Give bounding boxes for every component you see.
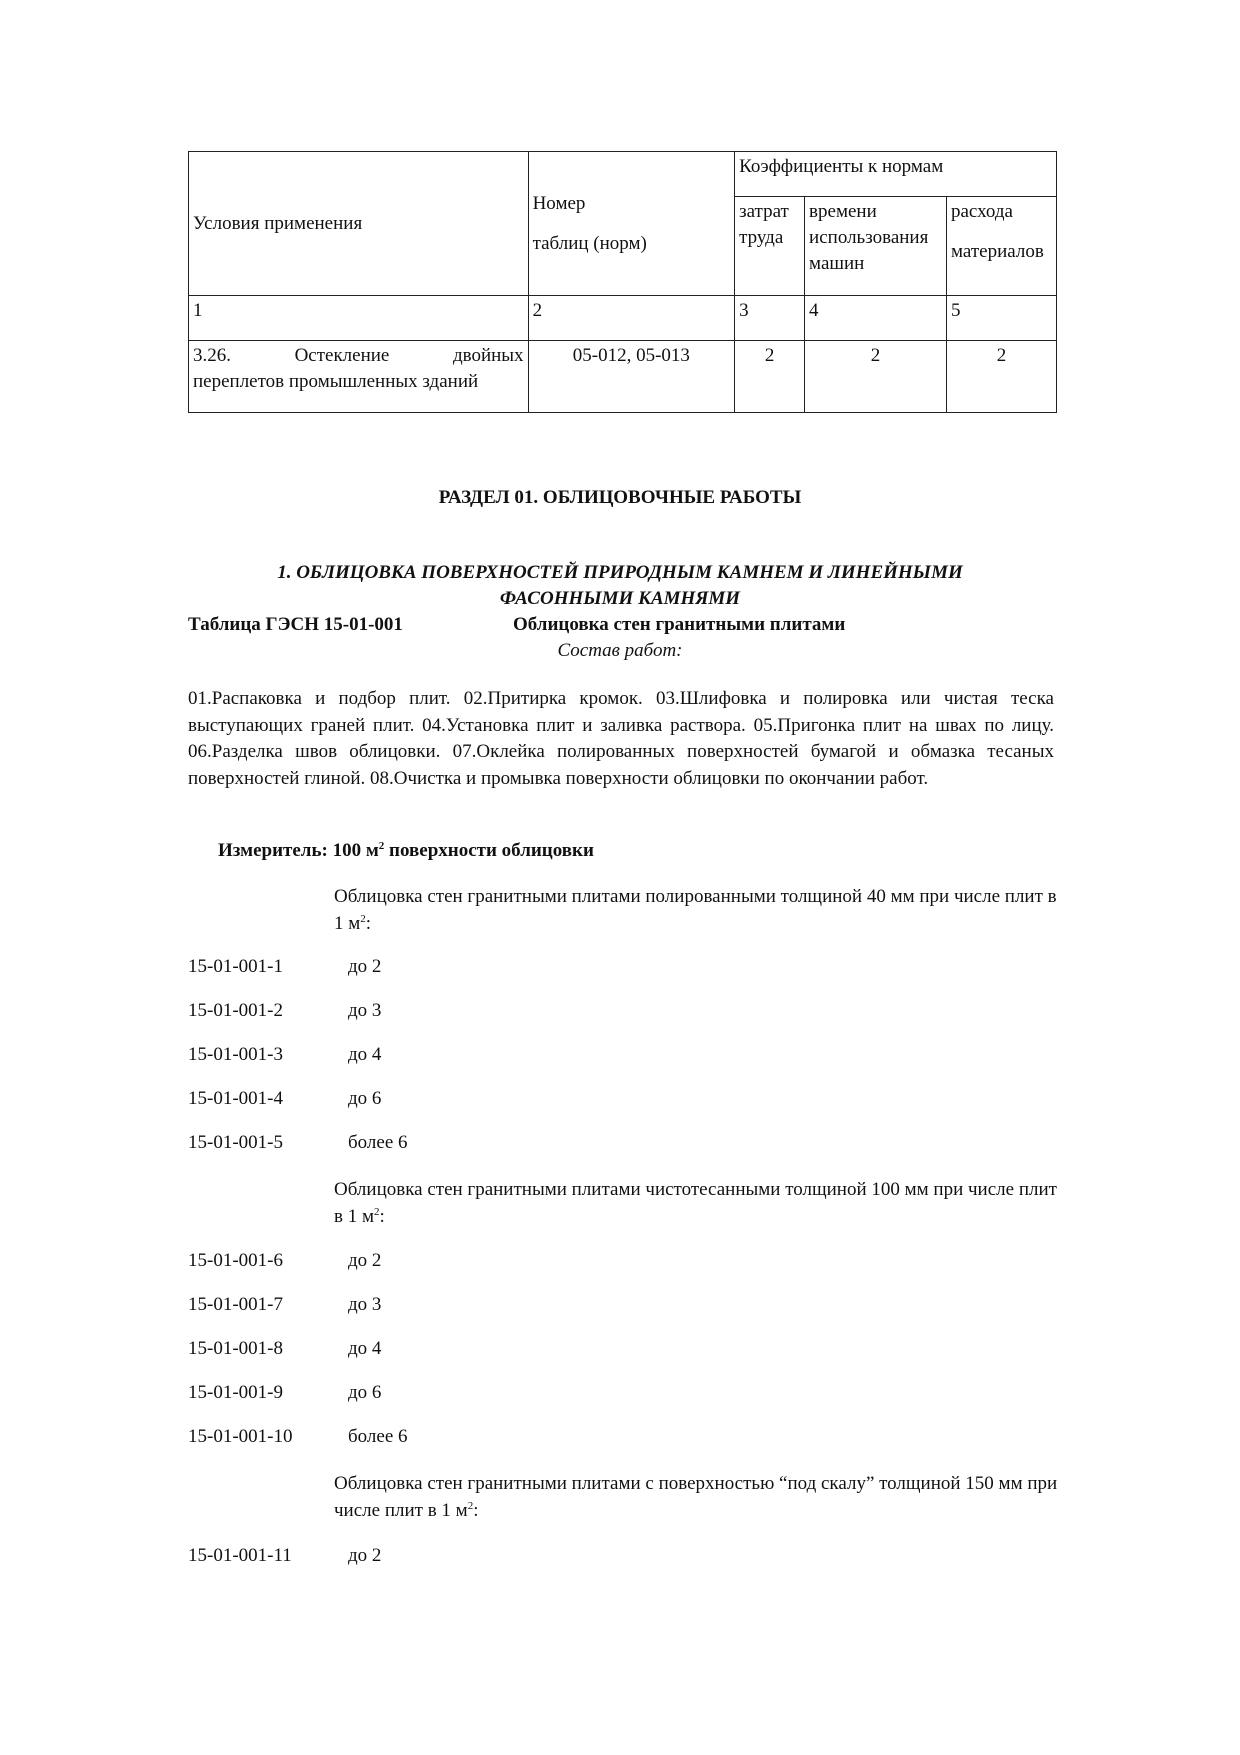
norm-row (188, 1250, 381, 1272)
norm-row (188, 1044, 381, 1066)
norm-group-heading: Облицовка стен гранитными плитами полированными толщиной 40 мм при числе плит в 1 $м^2$: (334, 886, 1057, 934)
norm-row (188, 1338, 381, 1360)
header-coefficients: Коэффициенты к нормам (735, 152, 1057, 197)
norm-code: 15-01-001-5 (188, 1132, 283, 1153)
norm-value: до 3 (348, 1000, 382, 1021)
work-composition-label: Состав работ: (557, 640, 683, 661)
norm-value: более 6 (348, 1426, 408, 1447)
norm-value: до 4 (348, 1044, 382, 1065)
norm-code: 15-01-001-6 (188, 1250, 283, 1271)
row-condition: 3.26. Остекление двойных переплетов промышленных зданий (189, 341, 529, 413)
norm-row (188, 1294, 381, 1316)
col-number-3: 3 (735, 296, 805, 341)
header-labor: затрат труда (735, 197, 805, 296)
coefficients-table (188, 151, 1057, 413)
norm-code: 15-01-001-4 (188, 1088, 283, 1109)
row-labor: 2 (735, 341, 805, 413)
norm-value: до 4 (348, 1338, 382, 1359)
norm-row (188, 1000, 381, 1022)
norm-code: 15-01-001-9 (188, 1382, 283, 1403)
header-table-numbers: Номер таблиц (норм) (528, 152, 735, 296)
norm-row (188, 1132, 408, 1154)
norm-code: 15-01-001-2 (188, 1000, 283, 1021)
norm-code: 15-01-001-8 (188, 1338, 283, 1359)
norm-code: 15-01-001-7 (188, 1294, 283, 1315)
norm-code: 15-01-001-1 (188, 956, 283, 977)
row-tables: 05-012, 05-013 (528, 341, 735, 413)
row-materials: 2 (947, 341, 1057, 413)
norm-value: более 6 (348, 1132, 408, 1153)
col-number-1: 1 (189, 296, 529, 341)
norm-value: до 3 (348, 1294, 382, 1315)
table-heading (188, 614, 846, 636)
header-materials: расхода материалов (947, 197, 1057, 296)
col-number-4: 4 (805, 296, 947, 341)
norm-code: 15-01-001-10 (188, 1426, 293, 1447)
measure-unit: Измеритель: 100 $м^2$ поверхности облицовки (218, 840, 594, 861)
table-name: Облицовка стен гранитными плитами (513, 614, 846, 635)
table-code: Таблица ГЭСН 15-01-001 (188, 614, 403, 635)
norm-row (188, 956, 381, 978)
norm-group-heading: Облицовка стен гранитными плитами чистотесанными толщиной 100 мм при числе плит в 1 $м^2$: (334, 1179, 1057, 1227)
norm-code: 15-01-001-3 (188, 1044, 283, 1065)
header-machines: времени использования машин (805, 197, 947, 296)
subsection-title: 1. ОБЛИЦОВКА ПОВЕРХНОСТЕЙ ПРИРОДНЫМ КАМНЕМ И ЛИНЕЙНЫМИ ФАСОННЫМИ КАМНЯМИ (277, 562, 963, 609)
col-number-5: 5 (947, 296, 1057, 341)
norm-row (188, 1426, 408, 1448)
norm-row (188, 1382, 381, 1404)
norm-value: до 2 (348, 1250, 382, 1271)
col-number-2: 2 (528, 296, 735, 341)
norm-row (188, 1545, 381, 1567)
norm-code: 15-01-001-11 (188, 1545, 292, 1566)
work-composition-text: 01.Распаковка и подбор плит. 02.Притирка кромок. 03.Шлифовка и полировка или чистая теска выступающих граней плит. 04.Установка плит и заливка раствора. 05.Пригонка плит на швах по лицу. 06.Разделка швов облицовки. 07.Оклейка полированных поверхностей бумагой и обмазка тесаных поверхностей глиной. 08.Очистка и промывка поверхности облицовки по окончании работ. (188, 688, 1054, 789)
norm-value: до 2 (348, 1545, 382, 1566)
section-title: РАЗДЕЛ 01. ОБЛИЦОВОЧНЫЕ РАБОТЫ (438, 487, 802, 508)
norm-row (188, 1088, 381, 1110)
norm-value: до 2 (348, 956, 382, 977)
header-conditions: Условия применения (189, 152, 529, 296)
norm-value: до 6 (348, 1382, 382, 1403)
norm-value: до 6 (348, 1088, 382, 1109)
row-machines: 2 (805, 341, 947, 413)
norm-group-heading: Облицовка стен гранитными плитами с поверхностью “под скалу” толщиной 150 мм при числе плит в 1 $м^2$: (334, 1473, 1058, 1521)
